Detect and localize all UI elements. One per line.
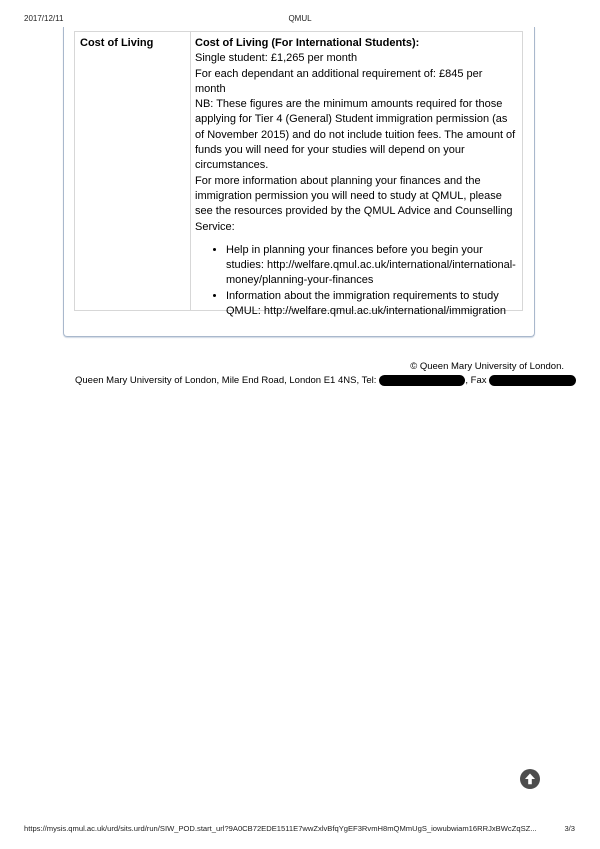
row-label: Cost of Living <box>75 32 191 310</box>
print-date: 2017/12/11 <box>24 14 64 23</box>
redacted-fax <box>489 375 576 386</box>
list-item: • Information about the immigration requirements to study QMUL: http://welfare.qmul.ac.uk/international/immigration <box>226 289 516 320</box>
print-page-title: QMUL <box>288 14 312 23</box>
row-content <box>191 32 522 318</box>
address-text: Queen Mary University of London, Mile End Road, London E1 4NS, Tel: <box>75 375 377 386</box>
more-info-text: For more information about planning your finances and the immigration permission you will need to study at QMUL, please see the resources provided by the QMUL Advice and Counselling Service: <box>195 174 513 233</box>
funds-note: NB: These figures are the minimum amounts required for those applying for Tier 4 (General) Student immigration permission (as of November 2015) and do not include tuition fees. The amount of funds you will need for your studies will depend on your circumstances. <box>195 98 516 172</box>
resource-list <box>195 243 516 319</box>
single-student-cost: Single student: £1,265 per month <box>195 52 358 65</box>
cost-of-living-table <box>74 31 523 318</box>
content-heading: Cost of Living (For International Students): <box>195 37 420 49</box>
copyright: © Queen Mary University of London. <box>410 361 564 372</box>
dependant-cost: For each dependant an additional requirement of: £845 per month <box>195 67 483 95</box>
address-line <box>75 375 576 386</box>
arrow-up-circle-icon <box>520 769 540 789</box>
print-url: https://mysis.qmul.ac.uk/urd/sits.urd/run/SIW_POD.start_url?9A0CB72EDE1511E7wwZxlvBfqYgEF3RvmH8mQMmUgS_iowubwiam16RRJxBWcZqSZ... <box>24 824 537 833</box>
redacted-phone <box>379 375 465 386</box>
page-number: 3/3 <box>564 824 575 833</box>
fax-label: , Fax <box>465 375 487 386</box>
list-item: • Help in planning your finances before you begin your studies: http://welfare.qmul.ac.uk/international/international-money/planning-your-finances <box>226 243 516 289</box>
scroll-to-top-button[interactable] <box>520 769 540 789</box>
